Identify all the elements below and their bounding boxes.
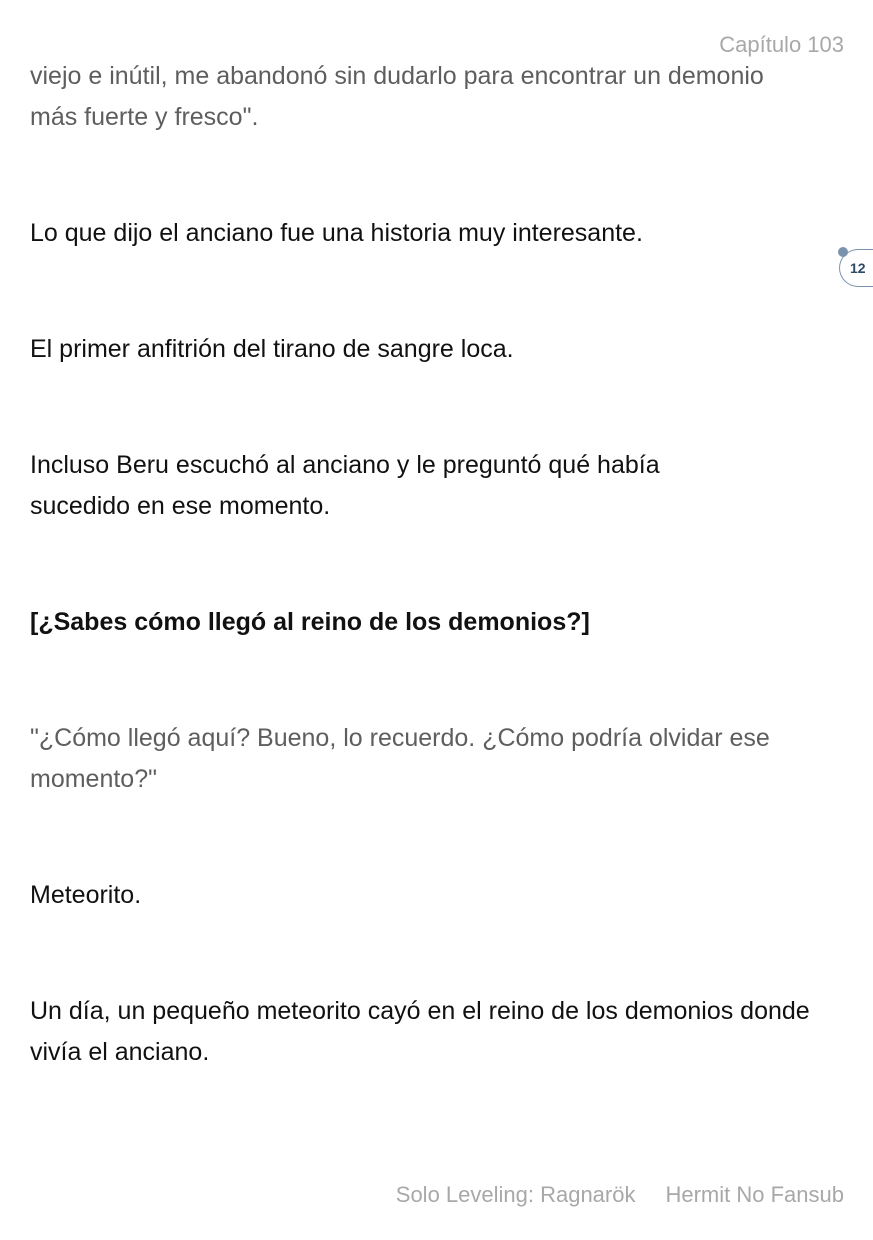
chapter-title: Capítulo 103 xyxy=(719,32,844,57)
paragraph: Meteorito. xyxy=(30,881,142,909)
paragraph: Incluso Beru escuchó al anciano y le preguntó qué había sucedido en ese momento. xyxy=(30,451,660,520)
footer xyxy=(396,1181,844,1209)
paragraph: "¿Cómo llegó aquí? Bueno, lo recuerdo. ¿Cómo podría olvidar ese momento?" xyxy=(30,724,770,793)
chapter-text xyxy=(30,56,850,1073)
page-number: 12 xyxy=(850,260,866,276)
paragraph: Un día, un pequeño meteorito cayó en el reino de los demonios donde vivía el anciano. xyxy=(30,997,810,1066)
paragraph: viejo e inútil, me abandonó sin dudarlo para encontrar un demonio más fuerte y fresco". xyxy=(30,62,764,131)
novel-title: Solo Leveling: Ragnarök xyxy=(395,1182,636,1207)
paragraph: [¿Sabes cómo llegó al reino de los demonios?] xyxy=(30,608,590,636)
paragraph: El primer anfitrión del tirano de sangre loca. xyxy=(30,335,514,363)
paragraph: Lo que dijo el anciano fue una historia muy interesante. xyxy=(30,219,643,247)
translator-credit: Hermit No Fansub xyxy=(665,1182,844,1207)
